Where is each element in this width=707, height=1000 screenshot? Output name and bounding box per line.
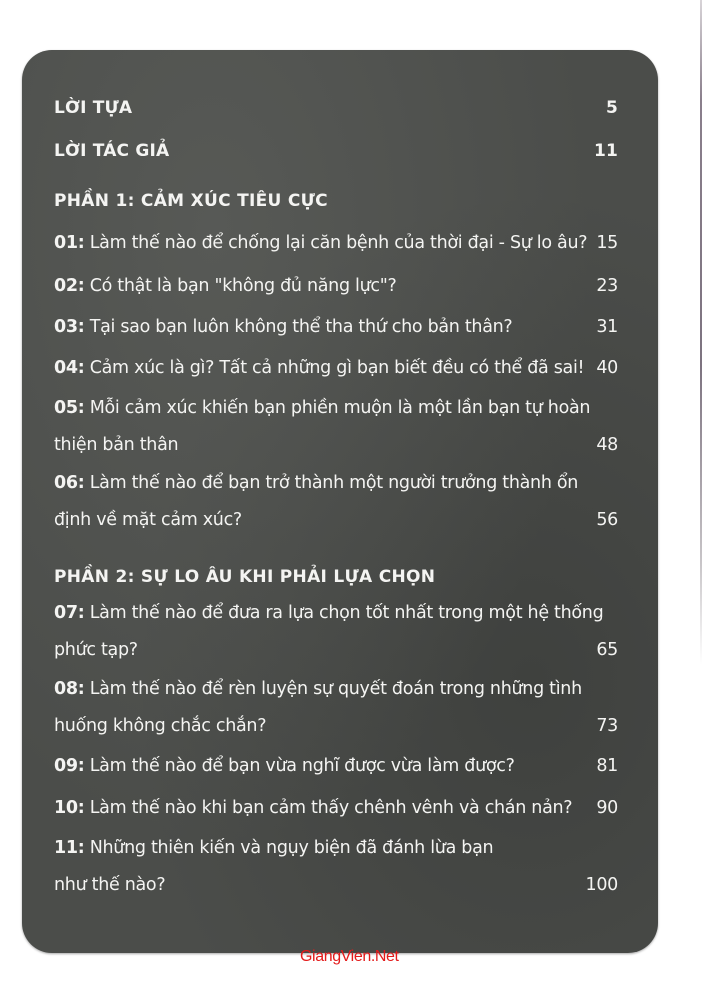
chapter-title-continued: định về mặt cảm xúc? [54, 510, 242, 530]
chapter-title-continued: huống không chắc chắn? [54, 716, 267, 736]
page-number: 5 [605, 98, 618, 118]
page-number: 40 [596, 358, 618, 378]
chapter-number: 02: [54, 276, 85, 296]
chapter-number: 07: [54, 603, 85, 623]
chapter-title-continued: thiện bản thân [54, 435, 179, 455]
table-of-contents-panel [22, 50, 658, 953]
page-number: 73 [596, 716, 618, 736]
page-number: 48 [596, 435, 618, 455]
toc-entry-08[interactable] [54, 671, 618, 745]
chapter-number: 03: [54, 317, 85, 337]
toc-entry-loi-tua[interactable] [54, 90, 618, 127]
chapter-title: Mỗi cảm xúc khiến bạn phiền muộn là một lần bạn tự hoàn [89, 398, 591, 418]
part-2-heading: PHẦN 2: SỰ LO ÂU KHI PHẢI LỰA CHỌN [54, 567, 436, 587]
chapter-number: 04: [54, 358, 85, 378]
toc-entry-05[interactable] [54, 390, 618, 464]
chapter-number: 05: [54, 398, 85, 418]
toc-entry-07[interactable] [54, 595, 618, 669]
chapter-title-continued: phức tạp? [54, 640, 138, 660]
page-number: 11 [593, 141, 618, 161]
chapter-number: 09: [54, 756, 85, 776]
chapter-title: Cảm xúc là gì? Tất cả những gì bạn biết đều có thể đã sai! [89, 358, 585, 378]
entry-title: LỜI TÁC GIẢ [54, 141, 170, 161]
chapter-title: Có thật là bạn "không đủ năng lực"? [89, 276, 397, 296]
chapter-number: 08: [54, 679, 85, 699]
toc-entry-04[interactable] [54, 350, 618, 387]
chapter-number: 10: [54, 798, 85, 818]
chapter-title: Làm thế nào khi bạn cảm thấy chênh vênh và chán nản? [89, 798, 573, 818]
toc-entry-10[interactable] [54, 790, 618, 827]
chapter-title: Làm thế nào để bạn vừa nghĩ được vừa làm được? [89, 756, 515, 776]
chapter-number: 11: [54, 838, 85, 858]
page-number: 65 [596, 640, 618, 660]
chapter-title: Làm thế nào để rèn luyện sự quyết đoán trong những tình [89, 679, 582, 699]
chapter-title: Những thiên kiến và ngụy biện đã đánh lừa bạn [89, 838, 494, 858]
page-number: 90 [596, 798, 618, 818]
page-number: 56 [596, 510, 618, 530]
page-number: 100 [585, 875, 618, 895]
page-number: 81 [596, 756, 618, 776]
toc-entry-11[interactable] [54, 830, 618, 904]
page-number: 31 [596, 317, 618, 337]
watermark-text: GiangVien.Net [300, 948, 399, 965]
toc-entry-01[interactable] [54, 225, 618, 262]
toc-entry-09[interactable] [54, 748, 618, 785]
page-edge-line [700, 0, 702, 665]
chapter-title: Làm thế nào để chống lại căn bệnh của thời đại - Sự lo âu? [89, 233, 588, 253]
chapter-title: Làm thế nào để bạn trở thành một người trưởng thành ổn [89, 473, 579, 493]
chapter-title: Làm thế nào để đưa ra lựa chọn tốt nhất trong một hệ thống [89, 603, 604, 623]
toc-entry-02[interactable] [54, 268, 618, 305]
chapter-number: 01: [54, 233, 85, 253]
entry-title: LỜI TỰA [54, 98, 133, 118]
chapter-title-continued: như thế nào? [54, 875, 166, 895]
part-1-heading: PHẦN 1: CẢM XÚC TIÊU CỰC [54, 191, 328, 211]
page-number: 23 [596, 276, 618, 296]
chapter-number: 06: [54, 473, 85, 493]
toc-entry-loi-tac-gia[interactable] [54, 133, 618, 170]
toc-entry-06[interactable] [54, 465, 618, 539]
toc-entry-03[interactable] [54, 309, 618, 346]
page-number: 15 [596, 233, 618, 253]
chapter-title: Tại sao bạn luôn không thể tha thứ cho bản thân? [89, 317, 513, 337]
